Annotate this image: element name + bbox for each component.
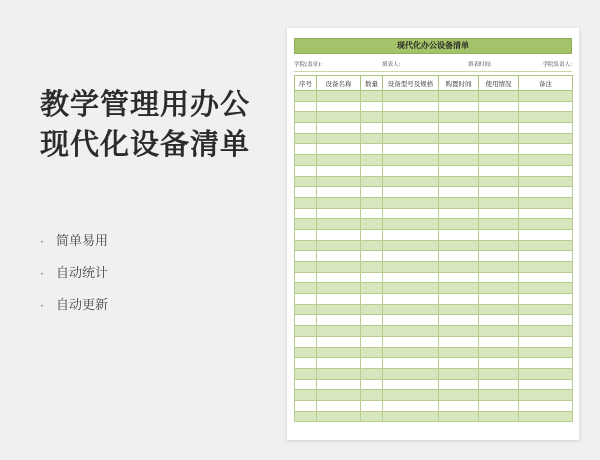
table-cell (519, 165, 573, 176)
table-cell (317, 368, 361, 379)
table-cell (317, 123, 361, 134)
table-cell (383, 208, 439, 219)
table-cell (295, 294, 317, 305)
promo-headline (40, 84, 280, 164)
table-cell (519, 101, 573, 112)
table-cell (479, 208, 519, 219)
table-cell (519, 368, 573, 379)
table-cell (439, 123, 479, 134)
table-row (295, 315, 573, 326)
table-cell (361, 155, 383, 166)
table-cell (519, 336, 573, 347)
table-cell (479, 347, 519, 358)
fill-time-label: 填表时间: (468, 62, 492, 68)
table-row (295, 411, 573, 422)
table-cell (439, 358, 479, 369)
table-cell (317, 101, 361, 112)
table-cell (295, 272, 317, 283)
table-cell (383, 91, 439, 102)
table-cell (519, 294, 573, 305)
table-cell (361, 294, 383, 305)
table-cell (383, 368, 439, 379)
table-row (295, 165, 573, 176)
table-row (295, 400, 573, 411)
table-cell (439, 304, 479, 315)
table-cell (383, 347, 439, 358)
table-cell (295, 411, 317, 422)
table-cell (317, 294, 361, 305)
table-cell (383, 165, 439, 176)
table-row (295, 304, 573, 315)
table-cell (439, 165, 479, 176)
table-cell (361, 283, 383, 294)
table-cell (361, 165, 383, 176)
table-cell (519, 197, 573, 208)
table-cell (317, 390, 361, 401)
table-cell (361, 379, 383, 390)
table-cell (361, 262, 383, 273)
table-cell (479, 411, 519, 422)
table-cell (295, 101, 317, 112)
table-cell (519, 91, 573, 102)
col-header-usage: 使用情况 (479, 76, 519, 91)
table-cell (383, 123, 439, 134)
table-cell (439, 133, 479, 144)
table-cell (383, 112, 439, 123)
table-row (295, 133, 573, 144)
table-cell (383, 133, 439, 144)
table-cell (519, 144, 573, 155)
table-cell (361, 219, 383, 230)
table-cell (383, 390, 439, 401)
table-cell (519, 155, 573, 166)
table-row (295, 390, 573, 401)
table-cell (295, 240, 317, 251)
spreadsheet-preview (287, 28, 579, 440)
table-cell (295, 91, 317, 102)
table-cell (361, 208, 383, 219)
table-cell (519, 187, 573, 198)
table-row (295, 101, 573, 112)
feature-item (40, 264, 108, 296)
table-cell (361, 390, 383, 401)
table-row (295, 155, 573, 166)
table-cell (439, 326, 479, 337)
table-cell (519, 176, 573, 187)
table-row (295, 144, 573, 155)
table-cell (295, 262, 317, 273)
table-cell (479, 400, 519, 411)
table-cell (519, 262, 573, 273)
table-cell (439, 262, 479, 273)
table-cell (295, 379, 317, 390)
table-cell (383, 251, 439, 262)
table-cell (479, 283, 519, 294)
col-header-purchase-time: 购置时间 (439, 76, 479, 91)
table-cell (479, 101, 519, 112)
table-cell (361, 368, 383, 379)
table-cell (295, 336, 317, 347)
headline-line-1: 教学管理用办公 (40, 87, 251, 121)
table-row (295, 208, 573, 219)
bullet-icon: · (40, 299, 44, 313)
table-cell (479, 219, 519, 230)
table-cell (317, 155, 361, 166)
table-cell (295, 133, 317, 144)
col-header-qty: 数量 (361, 76, 383, 91)
table-cell (479, 368, 519, 379)
table-cell (383, 101, 439, 112)
table-row (295, 251, 573, 262)
table-cell (295, 123, 317, 134)
table-cell (519, 283, 573, 294)
table-cell (317, 336, 361, 347)
table-cell (361, 358, 383, 369)
table-cell (479, 240, 519, 251)
table-cell (317, 176, 361, 187)
table-row (295, 294, 573, 305)
table-cell (519, 390, 573, 401)
table-cell (295, 187, 317, 198)
table-cell (439, 112, 479, 123)
table-cell (317, 347, 361, 358)
table-cell (439, 400, 479, 411)
table-cell (439, 91, 479, 102)
table-cell (295, 315, 317, 326)
table-row (295, 379, 573, 390)
table-cell (479, 133, 519, 144)
table-row (295, 336, 573, 347)
table-cell (383, 219, 439, 230)
sheet-title: 现代化办公设备清单 (294, 38, 572, 54)
table-cell (295, 144, 317, 155)
table-cell (439, 294, 479, 305)
table-cell (439, 411, 479, 422)
table-row (295, 197, 573, 208)
table-cell (317, 219, 361, 230)
table-cell (439, 379, 479, 390)
table-cell (295, 326, 317, 337)
table-cell (519, 112, 573, 123)
table-cell (439, 219, 479, 230)
table-cell (295, 165, 317, 176)
table-cell (383, 336, 439, 347)
table-cell (439, 101, 479, 112)
table-cell (295, 283, 317, 294)
table-cell (361, 347, 383, 358)
table-row (295, 176, 573, 187)
table-cell (295, 368, 317, 379)
table-cell (361, 240, 383, 251)
table-cell (439, 315, 479, 326)
table-cell (317, 272, 361, 283)
table-row (295, 262, 573, 273)
table-cell (361, 144, 383, 155)
table-cell (519, 304, 573, 315)
table-cell (361, 197, 383, 208)
table-cell (439, 155, 479, 166)
table-cell (519, 315, 573, 326)
table-cell (361, 315, 383, 326)
table-cell (361, 272, 383, 283)
table-cell (479, 165, 519, 176)
table-cell (317, 379, 361, 390)
table-body (295, 91, 573, 422)
table-cell (519, 358, 573, 369)
feature-label: 自动统计 (56, 266, 109, 281)
table-cell (361, 304, 383, 315)
table-cell (383, 272, 439, 283)
table-cell (383, 304, 439, 315)
table-cell (519, 347, 573, 358)
table-row (295, 358, 573, 369)
table-cell (519, 133, 573, 144)
table-cell (361, 326, 383, 337)
sheet-info-row (294, 57, 572, 72)
table-row (295, 326, 573, 337)
table-cell (295, 219, 317, 230)
table-header-row (295, 76, 573, 91)
table-cell (479, 358, 519, 369)
table-cell (383, 326, 439, 337)
table-cell (317, 112, 361, 123)
table-cell (317, 411, 361, 422)
table-cell (295, 358, 317, 369)
table-cell (361, 133, 383, 144)
table-cell (479, 390, 519, 401)
table-cell (295, 251, 317, 262)
table-cell (479, 272, 519, 283)
table-cell (479, 144, 519, 155)
table-cell (439, 272, 479, 283)
table-cell (317, 283, 361, 294)
table-row (295, 283, 573, 294)
table-cell (383, 262, 439, 273)
table-cell (295, 197, 317, 208)
table-cell (519, 411, 573, 422)
feature-label: 自动更新 (56, 298, 109, 313)
table-cell (383, 294, 439, 305)
table-cell (295, 347, 317, 358)
table-cell (383, 229, 439, 240)
table-cell (317, 144, 361, 155)
table-cell (519, 379, 573, 390)
table-cell (295, 112, 317, 123)
table-cell (295, 304, 317, 315)
table-cell (383, 358, 439, 369)
table-cell (317, 197, 361, 208)
table-row (295, 272, 573, 283)
table-cell (383, 315, 439, 326)
table-cell (519, 272, 573, 283)
table-cell (361, 411, 383, 422)
table-cell (383, 379, 439, 390)
table-row (295, 91, 573, 102)
leader-label: 学院负责人: (542, 62, 572, 68)
table-cell (361, 101, 383, 112)
table-cell (295, 229, 317, 240)
table-cell (317, 133, 361, 144)
table-cell (317, 358, 361, 369)
table-cell (479, 187, 519, 198)
table-cell (439, 197, 479, 208)
table-cell (361, 123, 383, 134)
col-header-index: 序号 (295, 76, 317, 91)
table-cell (519, 229, 573, 240)
table-cell (439, 251, 479, 262)
bullet-icon: · (40, 267, 44, 281)
col-header-name: 设备名称 (317, 76, 361, 91)
table-cell (479, 197, 519, 208)
table-cell (361, 176, 383, 187)
table-cell (295, 400, 317, 411)
table-cell (479, 123, 519, 134)
table-cell (519, 219, 573, 230)
table-cell (439, 390, 479, 401)
equipment-table (294, 75, 573, 422)
table-cell (479, 336, 519, 347)
table-row (295, 368, 573, 379)
sheet-table-wrap (294, 38, 572, 422)
table-cell (317, 400, 361, 411)
table-row (295, 123, 573, 134)
feature-item (40, 232, 108, 264)
table-cell (361, 400, 383, 411)
table-cell (439, 240, 479, 251)
bullet-icon: · (40, 235, 44, 249)
table-cell (439, 283, 479, 294)
table-cell (317, 251, 361, 262)
table-row (295, 187, 573, 198)
table-row (295, 347, 573, 358)
table-cell (439, 229, 479, 240)
table-cell (317, 262, 361, 273)
table-cell (479, 229, 519, 240)
table-cell (479, 155, 519, 166)
table-cell (361, 112, 383, 123)
table-row (295, 229, 573, 240)
filler-label: 填表人: (382, 62, 401, 68)
table-cell (295, 155, 317, 166)
table-cell (383, 155, 439, 166)
table-cell (479, 304, 519, 315)
table-row (295, 219, 573, 230)
table-cell (317, 187, 361, 198)
table-cell (479, 315, 519, 326)
table-cell (439, 176, 479, 187)
table-cell (383, 283, 439, 294)
feature-item (40, 296, 108, 328)
table-cell (383, 144, 439, 155)
col-header-remarks: 备注 (519, 76, 573, 91)
table-cell (519, 326, 573, 337)
table-cell (317, 240, 361, 251)
table-cell (439, 208, 479, 219)
table-cell (479, 251, 519, 262)
dept-label: 学院(盖章): (294, 62, 323, 68)
table-cell (317, 229, 361, 240)
col-header-model: 设备型号及规格 (383, 76, 439, 91)
table-cell (519, 400, 573, 411)
table-cell (519, 251, 573, 262)
table-cell (361, 187, 383, 198)
table-cell (479, 379, 519, 390)
table-cell (479, 91, 519, 102)
table-cell (383, 411, 439, 422)
headline-line-2: 现代化设备清单 (40, 127, 251, 161)
table-cell (361, 251, 383, 262)
table-cell (317, 304, 361, 315)
table-cell (295, 176, 317, 187)
table-cell (383, 187, 439, 198)
table-cell (383, 400, 439, 411)
table-cell (317, 165, 361, 176)
table-row (295, 240, 573, 251)
table-cell (295, 208, 317, 219)
table-row (295, 112, 573, 123)
table-cell (479, 262, 519, 273)
table-cell (295, 390, 317, 401)
table-cell (361, 229, 383, 240)
table-cell (383, 240, 439, 251)
table-cell (479, 294, 519, 305)
table-cell (479, 326, 519, 337)
table-cell (317, 326, 361, 337)
table-cell (439, 336, 479, 347)
table-cell (479, 112, 519, 123)
table-cell (317, 315, 361, 326)
feature-label: 简单易用 (56, 234, 109, 249)
table-cell (317, 91, 361, 102)
table-cell (383, 176, 439, 187)
table-cell (519, 208, 573, 219)
table-cell (361, 91, 383, 102)
table-cell (361, 336, 383, 347)
table-cell (317, 208, 361, 219)
table-cell (519, 123, 573, 134)
table-cell (479, 176, 519, 187)
table-cell (519, 240, 573, 251)
feature-list (40, 232, 108, 328)
table-cell (439, 144, 479, 155)
table-cell (439, 368, 479, 379)
table-cell (383, 197, 439, 208)
table-cell (439, 347, 479, 358)
table-cell (439, 187, 479, 198)
